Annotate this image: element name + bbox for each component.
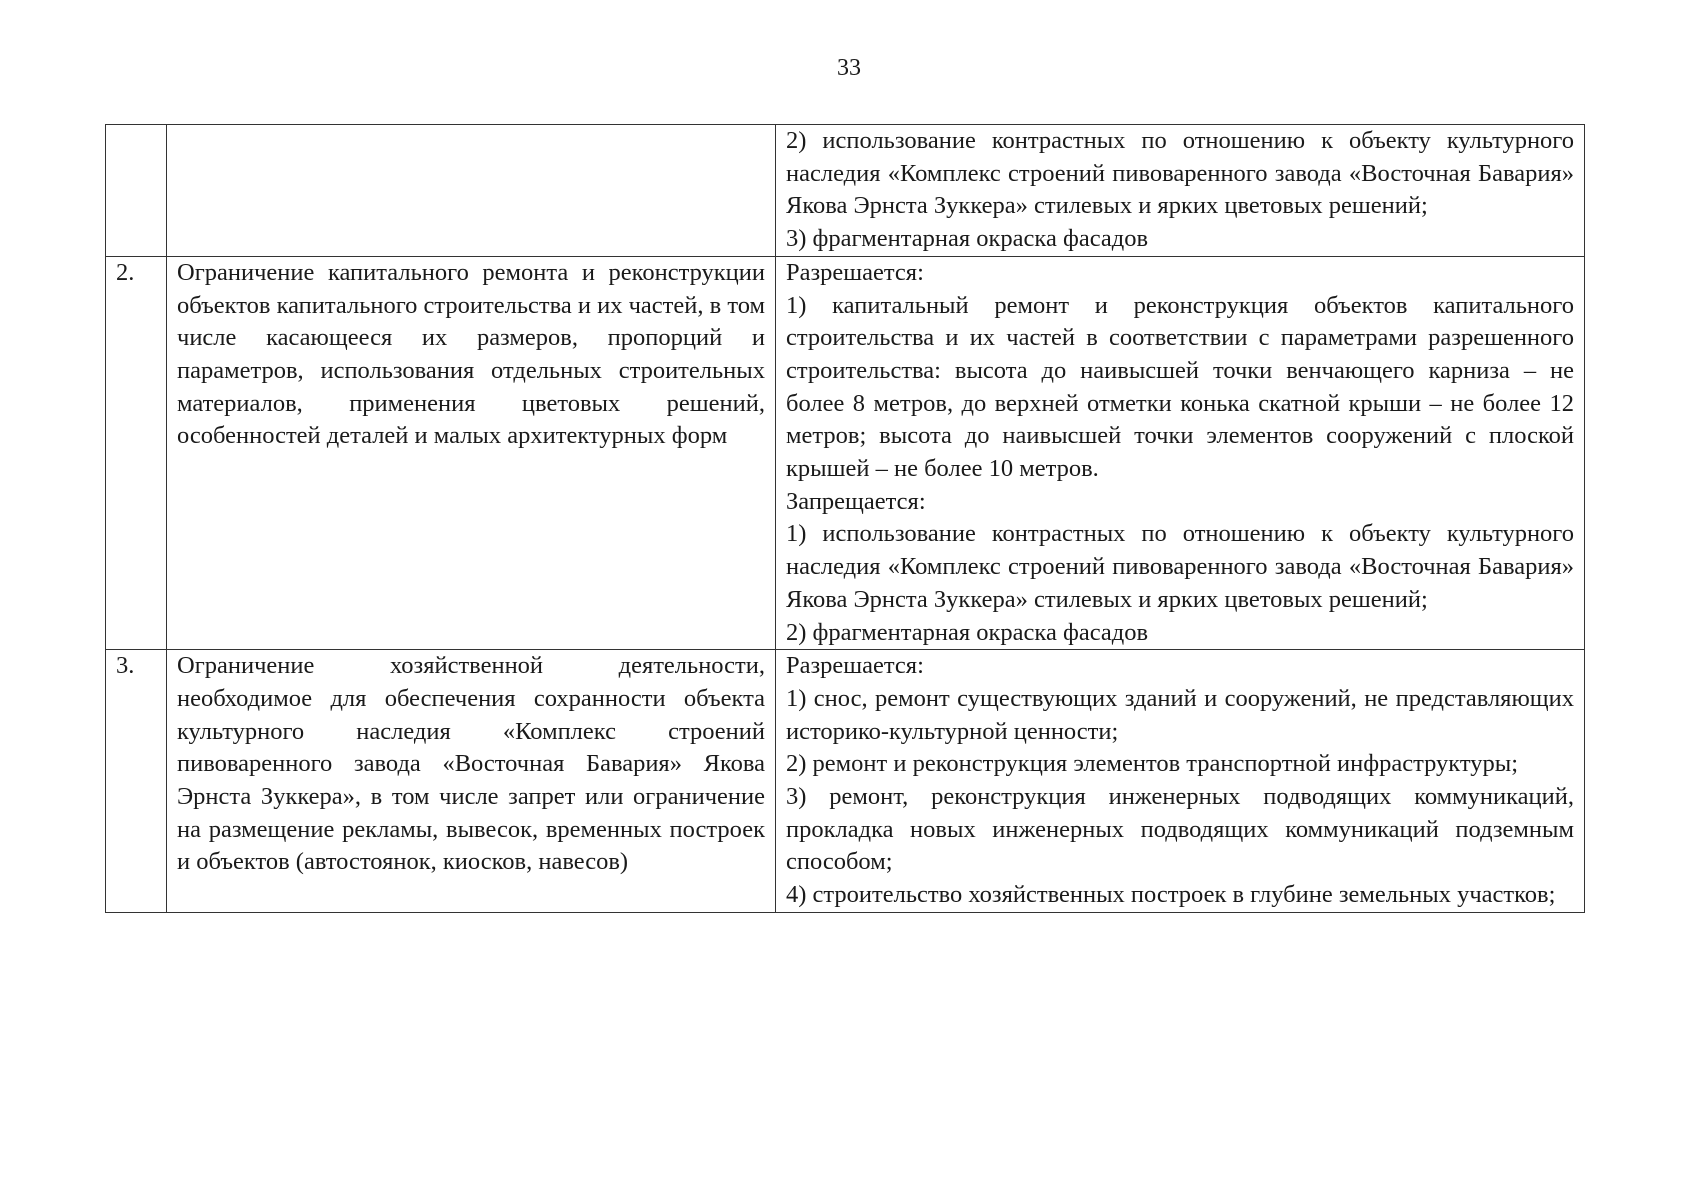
requirement-paragraph: 3) фрагментарная окраска фасадов — [786, 225, 1149, 253]
restriction-cell: Ограничение хозяйственной деятельности, необходимое для обеспечения сохранности объекта культурного наследия «Комплекс строений пивоваренного завода «Восточная Бавария» Якова Эрнста Зуккера», в том числе запрет или ограничение на размещение рекламы, вывесок, временных построек и объектов (автостоянок, киосков, навесов) — [167, 650, 776, 913]
requirement-heading: Запрещается: — [786, 487, 926, 515]
requirement-paragraph: 3) ремонт, реконструкция инженерных подводящих коммуникаций, прокладка новых инженерных подводящих коммуникаций подземным способом; — [786, 783, 1574, 876]
table-row — [106, 125, 1585, 257]
restriction-cell: Ограничение капитального ремонта и реконструкции объектов капитального строительства и их частей, в том числе касающееся их размеров, пропорций и параметров, использования отдельных строительных материалов, применения цветовых решений, особенностей деталей и малых архитектурных форм — [167, 256, 776, 649]
table-row — [106, 650, 1585, 913]
requirement-heading: Разрешается: — [786, 652, 924, 680]
requirements-cell — [776, 125, 1585, 257]
row-number-cell — [106, 125, 167, 257]
requirement-paragraph: 2) использование контрастных по отношению к объекту культурного наследия «Комплекс строений пивоваренного завода «Восточная Бавария» Якова Эрнста Зуккера» стилевых и ярких цветовых решений; — [786, 127, 1574, 220]
page-number: 33 — [837, 55, 861, 81]
restrictions-table — [105, 124, 1585, 913]
requirements-cell — [776, 256, 1585, 649]
requirement-heading: Разрешается: — [786, 258, 924, 286]
restriction-cell — [167, 125, 776, 257]
requirement-paragraph: 1) использование контрастных по отношению к объекту культурного наследия «Комплекс строений пивоваренного завода «Восточная Бавария» Якова Эрнста Зуккера» стилевых и ярких цветовых решений; — [786, 520, 1574, 613]
requirement-paragraph: 2) ремонт и реконструкция элементов транспортной инфраструктуры; — [786, 750, 1519, 778]
requirement-paragraph: 1) снос, ремонт существующих зданий и сооружений, не представляющих историко-культурной ценности; — [786, 684, 1574, 745]
table-row — [106, 256, 1585, 649]
row-number-cell: 3. — [106, 650, 167, 913]
requirements-cell — [776, 650, 1585, 913]
requirement-paragraph: 1) капитальный ремонт и реконструкция объектов капитального строительства и их частей в соответствии с параметрами разрешенного строительства: высота до наивысшей точки венчающего карниза – не более 8 метров, до верхней отметки конька скатной крыши – не более 12 метров; высота до наивысшей точки элементов сооружений с плоской крышей – не более 10 метров. — [786, 291, 1574, 483]
requirement-paragraph: 4) строительство хозяйственных построек в глубине земельных участков; — [786, 881, 1556, 909]
requirement-paragraph: 2) фрагментарная окраска фасадов — [786, 618, 1149, 646]
row-number-cell: 2. — [106, 256, 167, 649]
